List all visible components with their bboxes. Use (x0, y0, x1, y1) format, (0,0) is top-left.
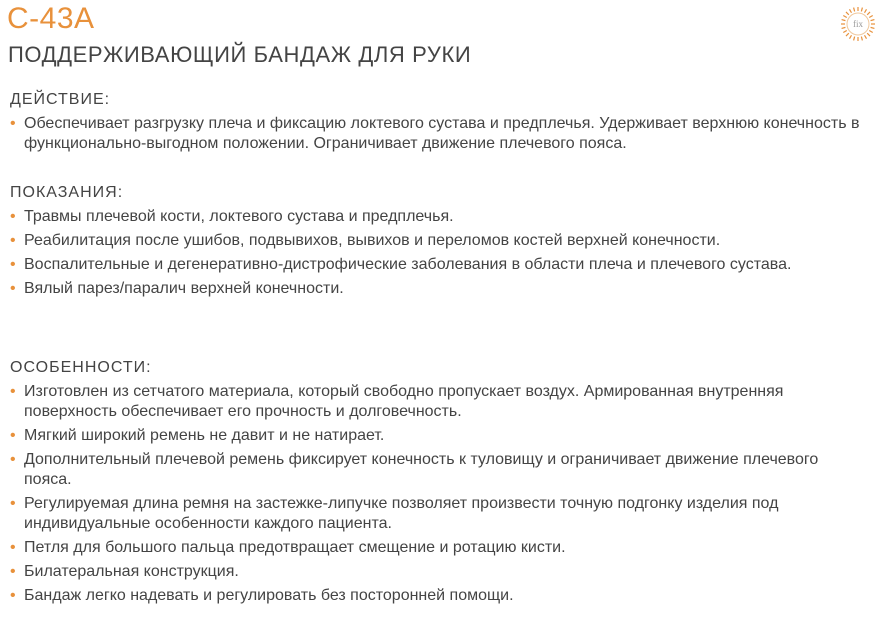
list-item: • Регулируемая длина ремня на застежке-липучке позволяет произвести точную подгонку изделия под индивидуальные особенности каждого пациента. (10, 495, 779, 532)
bullet-icon: • (10, 539, 16, 556)
section-heading: ОСОБЕННОСТИ: (10, 359, 152, 376)
logo-ray (867, 33, 870, 36)
logo-ray (867, 12, 870, 15)
logo-ray (854, 8, 855, 12)
section-list (10, 114, 870, 154)
bullet-icon: • (10, 232, 16, 249)
logo-ray (846, 12, 849, 15)
bullet-icon: • (10, 495, 16, 512)
list-item: • Билатеральная конструкция. (10, 563, 239, 580)
logo-ray (871, 20, 875, 21)
product-title: ПОДДЕРЖИВАЮЩИЙ БАНДАЖ ДЛЯ РУКИ (8, 42, 472, 67)
bullet-icon: • (10, 115, 16, 132)
logo-ray (865, 9, 867, 12)
list-item: • Мягкий широкий ремень не давит и не натирает. (10, 427, 385, 444)
brand-logo-sun-icon (840, 6, 876, 42)
list-item: • Травмы плечевой кости, локтевого сустава и предплечья. (10, 208, 454, 225)
bullet-icon: • (10, 587, 16, 604)
logo-ray (846, 33, 849, 36)
logo-ray (869, 31, 872, 33)
logo-ray (850, 9, 852, 12)
section-indications (10, 183, 870, 303)
section-heading: ПОКАЗАНИЯ: (10, 184, 124, 201)
list-item: • Вялый парез/паралич верхней конечности. (10, 280, 344, 297)
bullet-icon: • (10, 280, 16, 297)
logo-ray (871, 27, 875, 28)
list-item: • Обеспечивает разгрузку плеча и фиксацию локтевого сустава и предплечья. Удерживает верхнюю конечность в функционально-выгодном положении. Ограничивает движение плечевого пояса. (10, 115, 860, 152)
logo-ray (843, 16, 846, 18)
list-item: • Дополнительный плечевой ремень фиксирует конечность к туловищу и ограничивает движение плечевого пояса. (10, 451, 819, 488)
section-heading: ДЕЙСТВИЕ: (10, 91, 111, 108)
section-list (10, 207, 870, 299)
logo-ray (865, 35, 867, 38)
logo-ray (861, 37, 862, 41)
bullet-icon: • (10, 451, 16, 468)
logo-ray (850, 35, 852, 38)
bullet-icon: • (10, 563, 16, 580)
logo-ray (869, 16, 872, 18)
logo-ray (842, 27, 846, 28)
section-list (10, 382, 870, 606)
logo-ray (843, 31, 846, 33)
bullet-icon: • (10, 383, 16, 400)
list-item: • Бандаж легко надевать и регулировать без посторонней помощи. (10, 587, 514, 604)
logo-ray (854, 37, 855, 41)
brand-logo-text: fix (853, 19, 863, 29)
list-item: • Петля для большого пальца предотвращает смещение и ротацию кисти. (10, 539, 566, 556)
section-action (10, 90, 870, 158)
bullet-icon: • (10, 208, 16, 225)
brand-logo-icon (840, 6, 876, 42)
product-code: С-43А (7, 2, 95, 35)
bullet-icon: • (10, 256, 16, 273)
logo-ray (842, 20, 846, 21)
logo-ray (861, 8, 862, 12)
list-item: • Воспалительные и дегенеративно-дистрофические заболевания в области плеча и плечевого сустава. (10, 256, 792, 273)
list-item: • Реабилитация после ушибов, подвывихов, вывихов и переломов костей верхней конечности. (10, 232, 721, 249)
bullet-icon: • (10, 427, 16, 444)
list-item: • Изготовлен из сетчатого материала, который свободно пропускает воздух. Армированная внутренняя поверхность обеспечивает его прочность и долговечность. (10, 383, 784, 420)
section-features (10, 358, 870, 610)
